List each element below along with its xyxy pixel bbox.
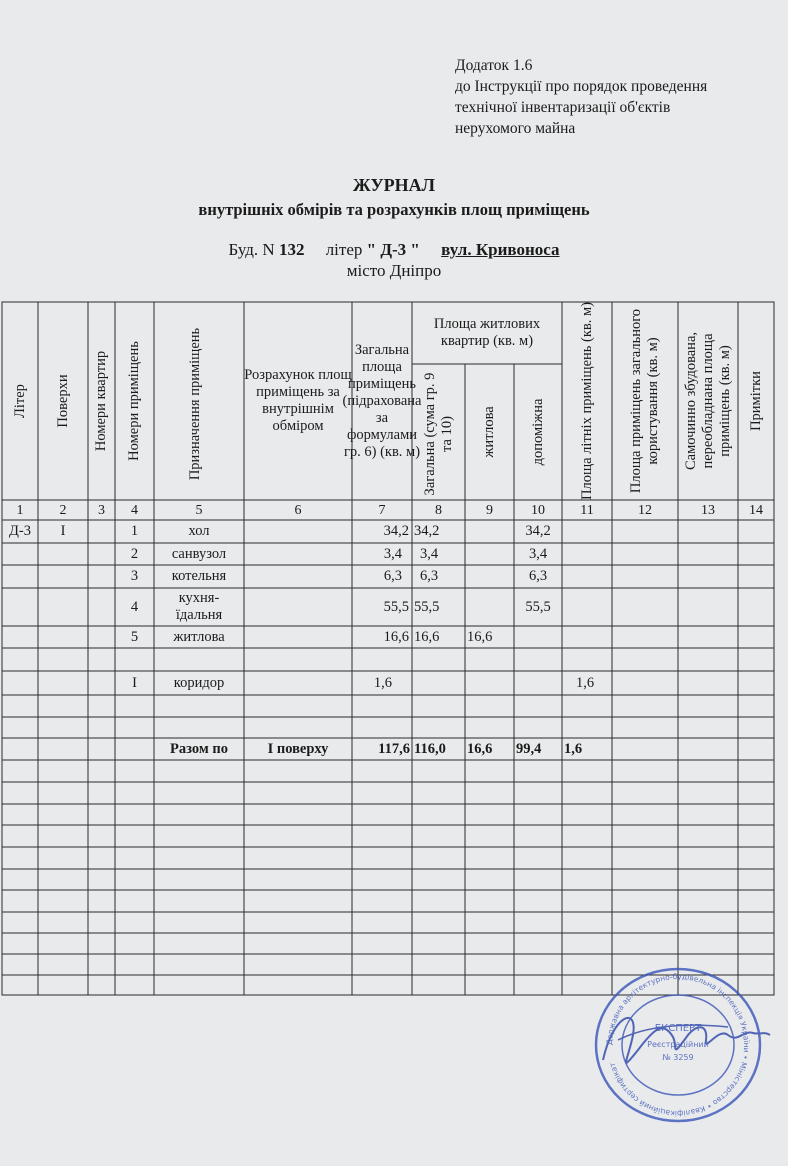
appendix-line-2: до Інструкції про порядок проведення xyxy=(455,78,708,95)
row2-c10: 3,4 xyxy=(528,545,548,562)
row1-c7: 34,2 xyxy=(383,523,409,539)
header-room-numbers: Номери приміщень xyxy=(125,341,142,461)
stamp-center-3: № 3259 xyxy=(662,1053,694,1062)
row1-c8: 34,2 xyxy=(414,523,440,539)
header-common-use: Площа приміщень загального користування (кв. м) xyxy=(628,308,661,494)
total-floor: I поверху xyxy=(267,740,329,757)
bud-number: 132 xyxy=(278,240,305,259)
header-total-area: Загальна площа приміщень (підрахована за формулами гр. 6) (кв. м) xyxy=(342,341,422,460)
col-num-14: 14 xyxy=(749,502,763,518)
row4-c8: 55,5 xyxy=(414,598,440,615)
row5-purpose: житлова xyxy=(173,628,225,645)
row6-c11: 1,6 xyxy=(576,674,595,691)
row1-liter: Д-3 xyxy=(9,523,31,539)
row4-room: 4 xyxy=(130,598,139,615)
col-num-8: 8 xyxy=(435,502,442,518)
row2-c7: 3,4 xyxy=(383,545,402,562)
header-residential-group: Площа житлових квартир (кв. м) xyxy=(433,316,541,349)
row3-c10: 6,3 xyxy=(528,568,548,584)
col-num-1: 1 xyxy=(16,502,24,518)
header-unauthorized: Самочинно збудована, переобладнана площа приміщень (кв. м) xyxy=(682,331,733,471)
row2-c8: 3,4 xyxy=(420,545,439,562)
header-liter: Літер xyxy=(11,384,28,418)
row1-floor: I xyxy=(60,523,66,539)
document-title: ЖУРНАЛ xyxy=(352,175,436,195)
col-num-7: 7 xyxy=(378,502,386,518)
row1-room: 1 xyxy=(130,523,139,539)
col-num-4: 4 xyxy=(131,502,138,518)
row4-c7: 55,5 xyxy=(383,598,409,615)
row6-c7: 1,6 xyxy=(373,674,392,691)
document-subtitle: внутрішніх обмірів та розрахунків площ приміщень xyxy=(198,200,590,219)
col-num-9: 9 xyxy=(486,502,493,518)
stamp-ring-text: Державна архітектурно-будівельна інспекція України • Міністерство • Кваліфікаційний сертифікат xyxy=(604,971,752,1119)
total-label: Разом по xyxy=(170,740,228,757)
total-c10: 99,4 xyxy=(516,740,542,757)
row4-purpose: кухня-їдальня xyxy=(175,590,223,623)
row3-c8: 6,3 xyxy=(420,568,439,584)
total-c9: 16,6 xyxy=(467,740,493,757)
appendix-line-4: нерухомого майна xyxy=(455,120,576,137)
col-num-11: 11 xyxy=(580,502,594,518)
row5-c7: 16,6 xyxy=(383,628,409,645)
liter-value: " Д-3 " xyxy=(366,240,420,259)
col-num-12: 12 xyxy=(638,502,652,518)
row5-c8: 16,6 xyxy=(414,628,440,645)
city: місто Дніпро xyxy=(346,261,442,280)
col-num-6: 6 xyxy=(294,502,302,518)
row2-room: 2 xyxy=(130,545,139,562)
row4-c10: 55,5 xyxy=(525,598,551,615)
row3-purpose: котельня xyxy=(171,568,227,584)
row3-room: 3 xyxy=(130,568,139,584)
total-c7: 117,6 xyxy=(378,740,410,757)
street: вул. Кривоноса xyxy=(441,240,560,259)
row5-c9: 16,6 xyxy=(467,628,493,645)
header-notes: Примітки xyxy=(747,371,764,431)
row6-room: I xyxy=(132,674,137,691)
row5-room: 5 xyxy=(130,628,139,645)
header-auxiliary: допоміжна xyxy=(529,398,546,466)
header-calculation: Розрахунок площ приміщень за внутрішнім обміром xyxy=(244,367,352,434)
liter-label: літер xyxy=(325,240,363,259)
appendix-line-3: технічної інвентаризації об'єктів xyxy=(455,99,671,116)
col-num-13: 13 xyxy=(701,502,715,518)
header-apartment-numbers: Номери квартир xyxy=(92,350,109,452)
col-num-10: 10 xyxy=(531,502,545,518)
header-floors: Поверхи xyxy=(54,374,71,428)
row3-c7: 6,3 xyxy=(383,568,402,584)
row2-purpose: санвузол xyxy=(171,545,227,562)
appendix-line-1: Додаток 1.6 xyxy=(455,57,533,74)
total-c8: 116,0 xyxy=(414,740,446,757)
total-c11: 1,6 xyxy=(564,740,583,757)
col-num-5: 5 xyxy=(195,502,203,518)
stamp-center-2: Реєстраційний xyxy=(647,1040,709,1049)
expert-stamp xyxy=(578,965,778,1125)
col-num-2: 2 xyxy=(59,502,67,518)
header-apartment-total: Загальна (сума гр. 9 та 10) xyxy=(422,372,455,496)
header-room-purpose: Призначення приміщень xyxy=(186,327,203,481)
row1-purpose: хол xyxy=(188,523,210,539)
stamp-center-1: ЕКСПЕРТ xyxy=(654,1023,702,1034)
bud-label: Буд. N xyxy=(228,240,275,259)
col-num-3: 3 xyxy=(98,502,105,518)
header-summer-rooms: Площа літніх приміщень (кв. м) xyxy=(578,302,595,500)
row6-purpose: коридор xyxy=(173,674,225,691)
row1-c10: 34,2 xyxy=(525,523,551,539)
header-living: житлова xyxy=(480,406,497,458)
